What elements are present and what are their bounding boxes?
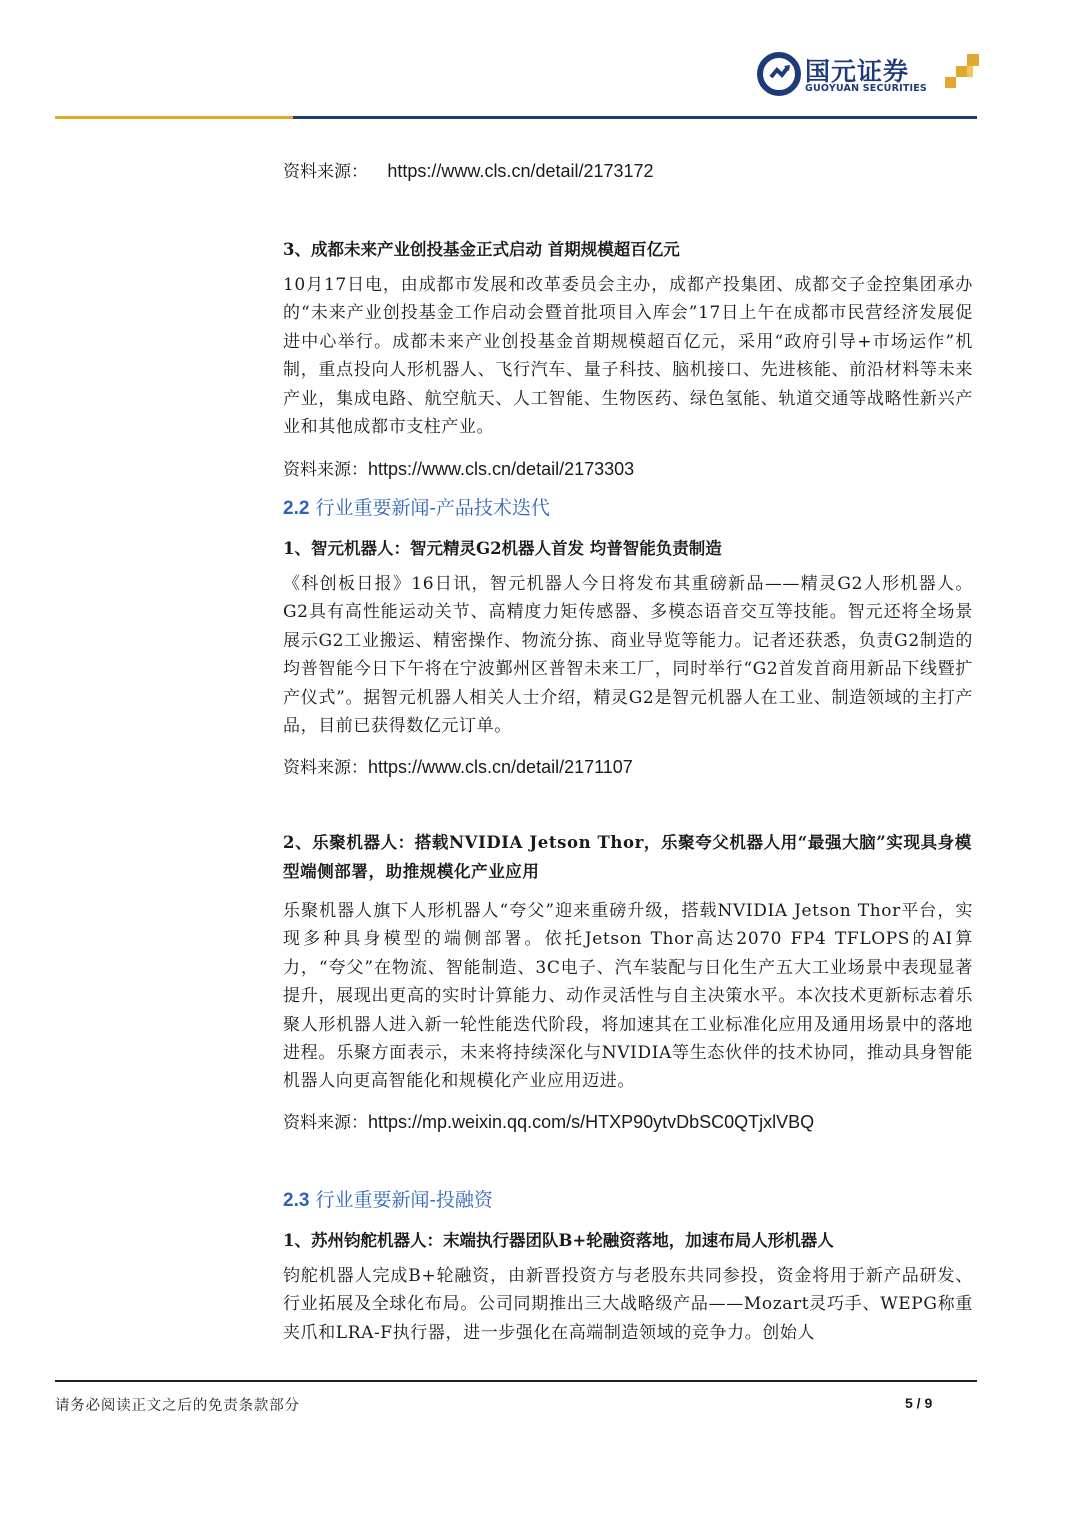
section-heading: 2.3 行业重要新闻-投融资: [283, 1189, 493, 1211]
news-body: 《科创板日报》16日讯，智元机器人今日将发布其重磅新品——精灵G2人形机器人。G2具有高性能运动关节、高精度力矩传感器、多模态语音交互等技能。智元还将全场景展示G2工业搬运、精密操作、物流分拣、商业导览等能力。记者还获悉，负责G2制造的均普智能今日下午将在宁波鄞州区普智未来工厂，同时举行“G2首发首商用新品下线暨扩产仪式”。据智元机器人相关人士介绍，精灵G2是智元机器人在工业、制造领域的主打产品，目前已获得数亿元订单。: [283, 574, 973, 737]
source-link[interactable]: https://mp.weixin.qq.com/s/HTXP90ytvDbSC0QTjxlVBQ: [368, 1112, 815, 1132]
news-heading: 3、成都未来产业创投基金正式启动 首期规模超百亿元: [283, 240, 680, 259]
news-body: 乐聚机器人旗下人形机器人“夸父”迎来重磅升级，搭载NVIDIA Jetson Thor平台，实现多种具身模型的端侧部署。依托Jetson Thor高达2070 FP4 TFLOPS的AI算力，“夸父”在物流、智能制造、3C电子、汽车装配与日化生产五大工业场景中表现显著提升，展现出更高的实时计算能力、动作灵活性与自主决策水平。本次技术更新标志着乐聚人形机器人进入新一轮性能迭代阶段，将加速其在工业标准化应用及通用场景中的落地进程。乐聚方面表示，未来将持续深化与NVIDIA等生态伙伴的技术协同，推动具身智能机器人向更高智能化和规模化产业应用迈进。: [283, 901, 973, 1092]
header-divider: [55, 116, 977, 119]
disclaimer-text: 请务必阅读正文之后的免责条款部分: [55, 1398, 300, 1414]
news-heading: 1、智元机器人：智元精灵G2机器人首发 均普智能负责制造: [283, 539, 722, 558]
section-heading: 2.2 行业重要新闻-产品技术迭代: [283, 497, 550, 519]
news-body: 10月17日电，由成都市发展和改革委员会主办，成都产投集团、成都交子金控集团承办的“未来产业创投基金工作启动会暨首批项目入库会”17日上午在成都市民营经济发展促进中心举行。成都未来产业创投基金首期规模超百亿元，采用“政府引导+市场运作”机制，重点投向人形机器人、飞行汽车、量子科技、脑机接口、先进核能、前沿材料等未来产业，集成电路、航空航天、人工智能、生物医药、绿色氢能、轨道交通等战略性新兴产业和其他成都市支柱产业。: [283, 275, 973, 438]
source-line: 资料来源：https://mp.weixin.qq.com/s/HTXP90ytvDbSC0QTjxlVBQ: [283, 1112, 815, 1133]
logo-text-en: GUOYUAN SECURITIES: [805, 83, 927, 94]
source-link[interactable]: https://www.cls.cn/detail/2171107: [368, 757, 633, 777]
logo-text-cn: 国元证券: [805, 57, 910, 86]
source-line: 资料来源：https://www.cls.cn/detail/2173303: [283, 459, 635, 480]
news-heading: 2、乐聚机器人：搭载NVIDIA Jetson Thor，乐聚夸父机器人用“最强大脑”实现具身模型端侧部署，助推规模化产业应用: [283, 833, 972, 881]
logo-stairs-icon: [945, 54, 979, 94]
source-line: 资料来源： https://www.cls.cn/detail/2173172: [283, 161, 654, 182]
source-link[interactable]: https://www.cls.cn/detail/2173303: [368, 459, 635, 479]
footer-divider: [55, 1380, 977, 1382]
source-link[interactable]: https://www.cls.cn/detail/2173172: [387, 161, 654, 181]
source-line: 资料来源：https://www.cls.cn/detail/2171107: [283, 757, 633, 778]
page-number: 5 / 9: [905, 1395, 933, 1411]
logo-mark-icon: [757, 52, 801, 96]
news-heading: 1、苏州钧舵机器人：末端执行器团队B+轮融资落地，加速布局人形机器人: [283, 1231, 834, 1250]
news-body: 钧舵机器人完成B+轮融资，由新晋投资方与老股东共同参投，资金将用于新产品研发、行业拓展及全球化布局。公司同期推出三大战略级产品——Mozart灵巧手、WEPG称重夹爪和LRA-F执行器，进一步强化在高端制造领域的竞争力。创始人: [283, 1266, 973, 1343]
company-logo: [757, 50, 982, 100]
